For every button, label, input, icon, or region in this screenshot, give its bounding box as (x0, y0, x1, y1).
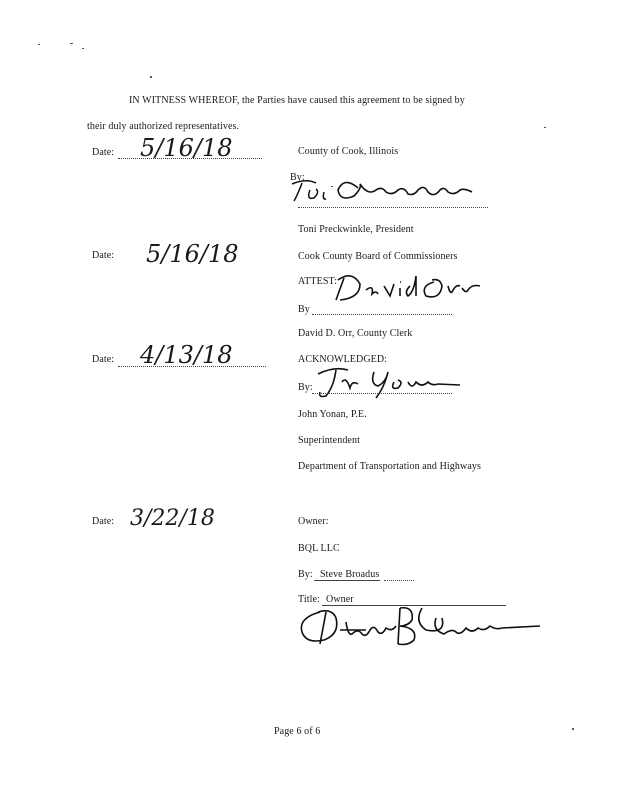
signer-name: John Yonan, P.E. (298, 409, 367, 420)
by-value: Steve Broadus (320, 569, 380, 580)
scan-speck (544, 127, 546, 128)
signer-organization: Cook County Board of Commissioners (298, 251, 458, 262)
handwritten-date: 3/22/18 (130, 506, 215, 531)
handwritten-date: 4/13/18 (140, 341, 233, 369)
handwritten-date: 5/16/18 (140, 134, 233, 162)
title-label: Title: (298, 594, 320, 605)
acknowledged-label: ACKNOWLEDGED: (298, 354, 388, 365)
date-label: Date: (92, 147, 115, 158)
signature-line (298, 207, 488, 208)
signer-name: David D. Orr, County Clerk (298, 328, 413, 339)
scan-speck (150, 76, 152, 78)
by-label: By: (290, 172, 305, 183)
date-label: Date: (92, 354, 115, 365)
by-label: By: (298, 569, 313, 580)
signer-title: Superintendent (298, 435, 360, 446)
witness-clause-line-1: IN WITNESS WHEREOF, the Parties have caused this agreement to be signed by (129, 95, 465, 106)
scan-speck (572, 728, 574, 730)
scan-speck (38, 44, 40, 45)
signer-organization: Department of Transportation and Highways (298, 461, 481, 472)
by-line (314, 580, 380, 581)
company-name: BQL LLC (298, 543, 340, 554)
witness-clause-line-2: their duly authorized representatives. (87, 121, 240, 132)
by-label: By: (298, 382, 313, 393)
date-label: Date: (92, 250, 115, 261)
title-value: Owner (326, 594, 354, 605)
yonan-signature (312, 364, 472, 400)
by-label: By (298, 304, 310, 315)
broadus-signature (296, 604, 546, 650)
orr-signature (330, 270, 490, 304)
date-label: Date: (92, 516, 115, 527)
signature-line (312, 314, 452, 315)
scan-speck (70, 43, 73, 44)
page-number: Page 6 of 6 (274, 726, 321, 737)
handwritten-date: 5/16/18 (146, 240, 239, 268)
owner-label: Owner: (298, 516, 329, 527)
party-name: County of Cook, Illinois (298, 146, 399, 157)
preckwinkle-signature (288, 174, 488, 208)
by-line-extension (384, 580, 414, 581)
attest-label: ATTEST: (298, 276, 338, 287)
signer-name: Toni Preckwinkle, President (298, 224, 414, 235)
signature-line (312, 393, 452, 394)
scan-speck (82, 48, 84, 49)
